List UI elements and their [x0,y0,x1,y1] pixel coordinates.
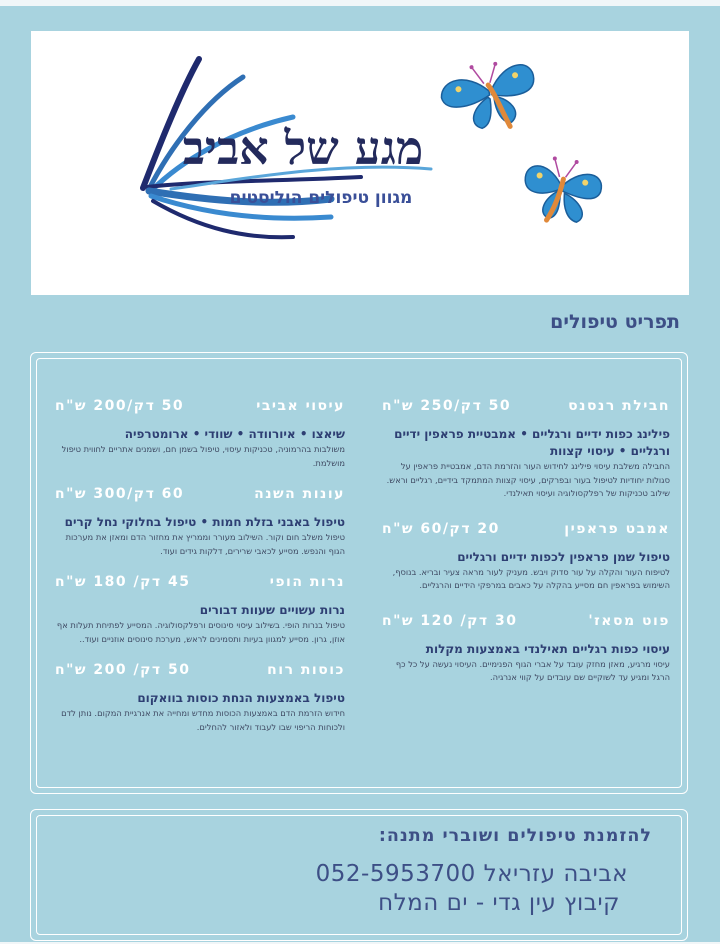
contact-address: קיבוץ עין גדי - ים המלח [378,890,620,916]
service-price: 50 דק/ 200 ש"ח [55,662,191,678]
service-subtitle: טיפול שמן פראפין לכפות ידיים ורגליים [457,549,670,564]
service-item [55,398,345,470]
service-price: 60 דק/300 ש"ח [55,486,185,502]
service-name: חבילת רנסנס [568,398,670,414]
butterfly-icon [438,57,540,135]
price-list-page [0,6,720,942]
service-price: 30 דק/ 120 ש"ח [382,612,518,629]
logo-graphic [31,31,689,295]
service-description: חידוש הזרמת הדם באמצעות הכוסות מחדש ומחייה את אנרגיית המקום. נותן לדם ולכוחות הריפוי שבו לעבוד ולאזור להחלים. [61,708,345,732]
service-description: החבילה משלבת עיסוי פילינג לחידוש העור והזרמת הדם, אמבטיית פראפין על סגולות יחודיות לטיפול בעור ובפרקים, עיסוי קצוות המתמקד בידיים, רגליים וראש. שילוב טכניקות של רפלקסולוגיה ועיסוי תאילנדי. [386,461,670,498]
logo-card [31,31,689,295]
service-description: טיפול משלב חום וקור. השילוב מעורר וממריץ את מחזור הדם ומאזן את מערכות הגוף והנפש. מסייע לכאבי שרירים, דלקות גידים ועוד. [65,532,345,556]
brand-name: מגע של אביב [182,121,424,175]
service-name: עיסוי אביבי [256,398,345,414]
service-price: 50 דק/250 ש"ח [382,398,512,414]
service-price: 50 דק/200 ש"ח [55,398,185,414]
service-price: 45 דק/ 180 ש"ח [55,574,191,590]
service-item [55,662,345,734]
service-price: 20 דק/60 ש"ח [382,520,500,537]
service-subtitle: טיפול באמצעות הנחת כוסות בוואקום [137,691,345,705]
service-item [382,613,670,685]
service-subtitle: עיסוי כפות רגליים תאילנדי באמצעות מקלות [425,641,670,656]
services-column-left [55,398,345,750]
service-description: עיסוי מרגיע, מאזן מחזק עובד על אברי הגוף הפנימיים. העיסוי נעשה על כל כף הרגל ומגיע עד לשוקיים שם עובדים על קווי אנרגיה. [395,658,670,682]
contact-name: אביבה עזריאל [483,861,628,887]
service-subtitle: פילינג כפות ידיים ורגליים • אמבטיית פראפין ידיים ורגליים • עיסוי קצוות [394,427,670,458]
contact-phone[interactable]: 052-5953700 [315,861,476,887]
service-item [382,398,670,501]
service-name: נרות הופי [269,574,345,590]
service-name: עונות השנה [254,486,345,502]
service-item [55,574,345,646]
service-subtitle: טיפול באבני בזלת חמות • טיפול בחלוקי נחל קרים [64,515,345,529]
contact-heading: להזמנת טיפולים ושוברי מתנה: [378,826,652,846]
service-item [382,521,670,593]
service-name: כוסות רוח [267,662,345,678]
service-name: פוט מסאז' [588,612,670,629]
brand-tagline: מגוון טיפולים הוליסטים [229,188,413,208]
butterfly-icon [522,155,603,224]
service-item [55,486,345,558]
service-description: לטיפוח העור והקלה על עור סדוק ויבש. מעניק לעור מראה צעיר ובריא. בנוסף, השימוש בפראפין חם מסייע בהקלה על כאבים במרפקי הידיים והרגליים. [392,566,670,590]
menu-title: תפריט טיפולים [550,311,680,333]
service-description: טיפול בנרות הופי. בשילוב עיסוי סינוסים ורפלקסולוגיה. המסייע לפתיחת תעלות אף אוזן, גרון. מסייע למגוון בעיות ותסמינים לראש, מערכת סינוסים אוזניים ועוד.. [56,620,345,644]
contact-name-phone [316,861,628,887]
service-subtitle: שיאצו • איורוודה • שוודי • ארומטרפיה [124,427,345,441]
services-column-right [382,398,670,701]
service-description: משולבות בהרמוניה, טכניקות עיסוי, טיפול בשמן חם, ושמנים אתריים לחווית טיפול מושלמת. [61,444,345,468]
service-name: אמבט פראפין [564,520,670,537]
service-subtitle: נרות עשויים שעוות דבורים [199,603,345,617]
